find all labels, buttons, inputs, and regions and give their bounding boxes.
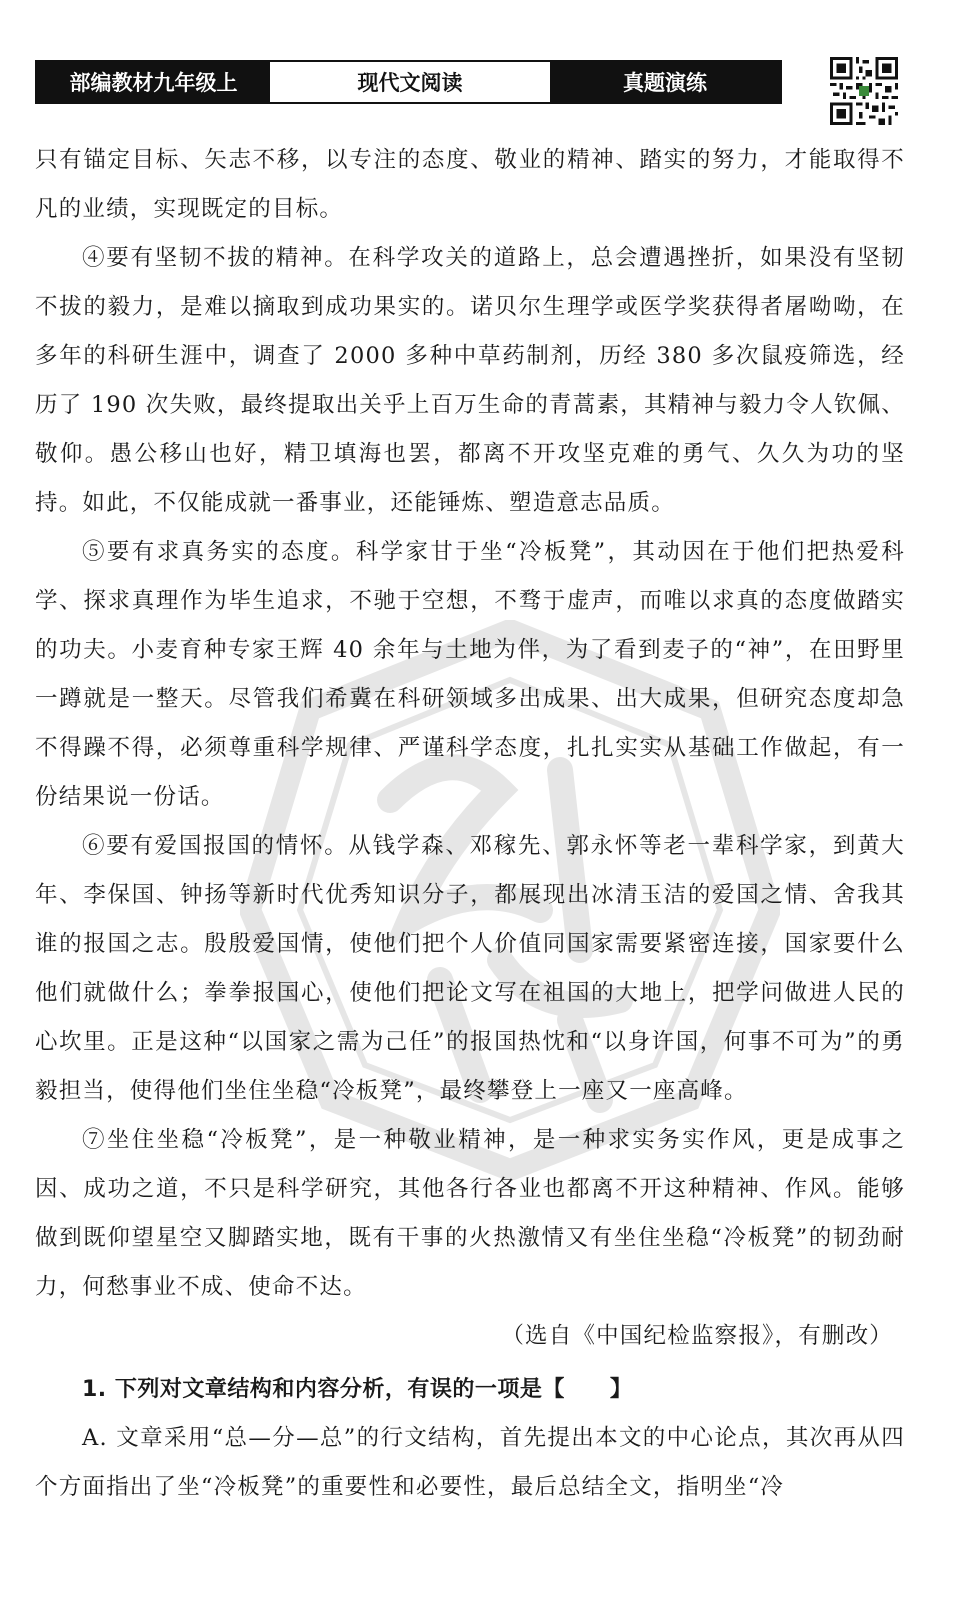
question-1: 1. 下列对文章结构和内容分析，有误的一项是【 】 bbox=[82, 1377, 633, 1402]
article-body bbox=[35, 136, 905, 1512]
source-citation: （选自《中国纪检监察报》，有删改） bbox=[501, 1323, 893, 1349]
header-bar bbox=[35, 60, 782, 104]
header-section: 真题演练 bbox=[550, 62, 780, 102]
header-grade: 部编教材九年级上 bbox=[37, 62, 270, 102]
paragraph-4: ④要有坚韧不拔的精神。在科学攻关的道路上，总会遭遇挫折，如果没有坚韧不拔的毅力，是难以摘取到成功果实的。诺贝尔生理学或医学奖获得者屠呦呦，在多年的科研生涯中，调查了 2000 多种中草药制剂，历经 380 多次鼠疫筛选，经历了 190 次失败，最终提取出关乎上百万生命的青蒿素，其精神与毅力令人钦佩、敬仰。愚公移山也好，精卫填海也罢，都离不开攻坚克难的勇气、久久为功的坚持。如此，不仅能成就一番事业，还能锤炼、塑造意志品质。 bbox=[35, 245, 905, 516]
paragraph-7: ⑦坐住坐稳“冷板凳”，是一种敬业精神，是一种求实务实作风，更是成事之因、成功之道，不只是科学研究，其他各行各业也都离不开这种精神、作风。能够做到既仰望星空又脚踏实地，既有干事的火热激情又有坐住坐稳“冷板凳”的韧劲耐力，何愁事业不成、使命不达。 bbox=[35, 1127, 905, 1300]
paragraph-continued: 只有锚定目标、矢志不移，以专注的态度、敬业的精神、踏实的努力，才能取得不凡的业绩，实现既定的目标。 bbox=[35, 147, 905, 222]
paragraph-5: ⑤要有求真务实的态度。科学家甘于坐“冷板凳”，其动因在于他们把热爱科学、探求真理作为毕生追求，不驰于空想，不骛于虚声，而唯以求真的态度做踏实的功夫。小麦育种专家王辉 40 余年与土地为伴，为了看到麦子的“神”，在田野里一蹲就是一整天。尽管我们希冀在科研领域多出成果、出大成果，但研究态度却急不得躁不得，必须尊重科学规律、严谨科学态度，扎扎实实从基础工作做起，有一份结果说一份话。 bbox=[35, 539, 905, 810]
option-a: A. 文章采用“总—分—总”的行文结构，首先提出本文的中心论点，其次再从四个方面指出了坐“冷板凳”的重要性和必要性，最后总结全文，指明坐“冷 bbox=[35, 1425, 905, 1500]
header-subject: 现代文阅读 bbox=[270, 62, 550, 102]
qr-code-icon bbox=[830, 57, 898, 125]
paragraph-6: ⑥要有爱国报国的情怀。从钱学森、邓稼先、郭永怀等老一辈科学家，到黄大年、李保国、钟扬等新时代优秀知识分子，都展现出冰清玉洁的爱国之情、舍我其谁的报国之志。殷殷爱国情，使他们把个人价值同国家需要紧密连接，国家要什么他们就做什么；拳拳报国心，使他们把论文写在祖国的大地上，把学问做进人民的心坎里。正是这种“以国家之需为己任”的报国热忱和“以身许国，何事不可为”的勇毅担当，使得他们坐住坐稳“冷板凳”，最终攀登上一座又一座高峰。 bbox=[35, 833, 905, 1104]
